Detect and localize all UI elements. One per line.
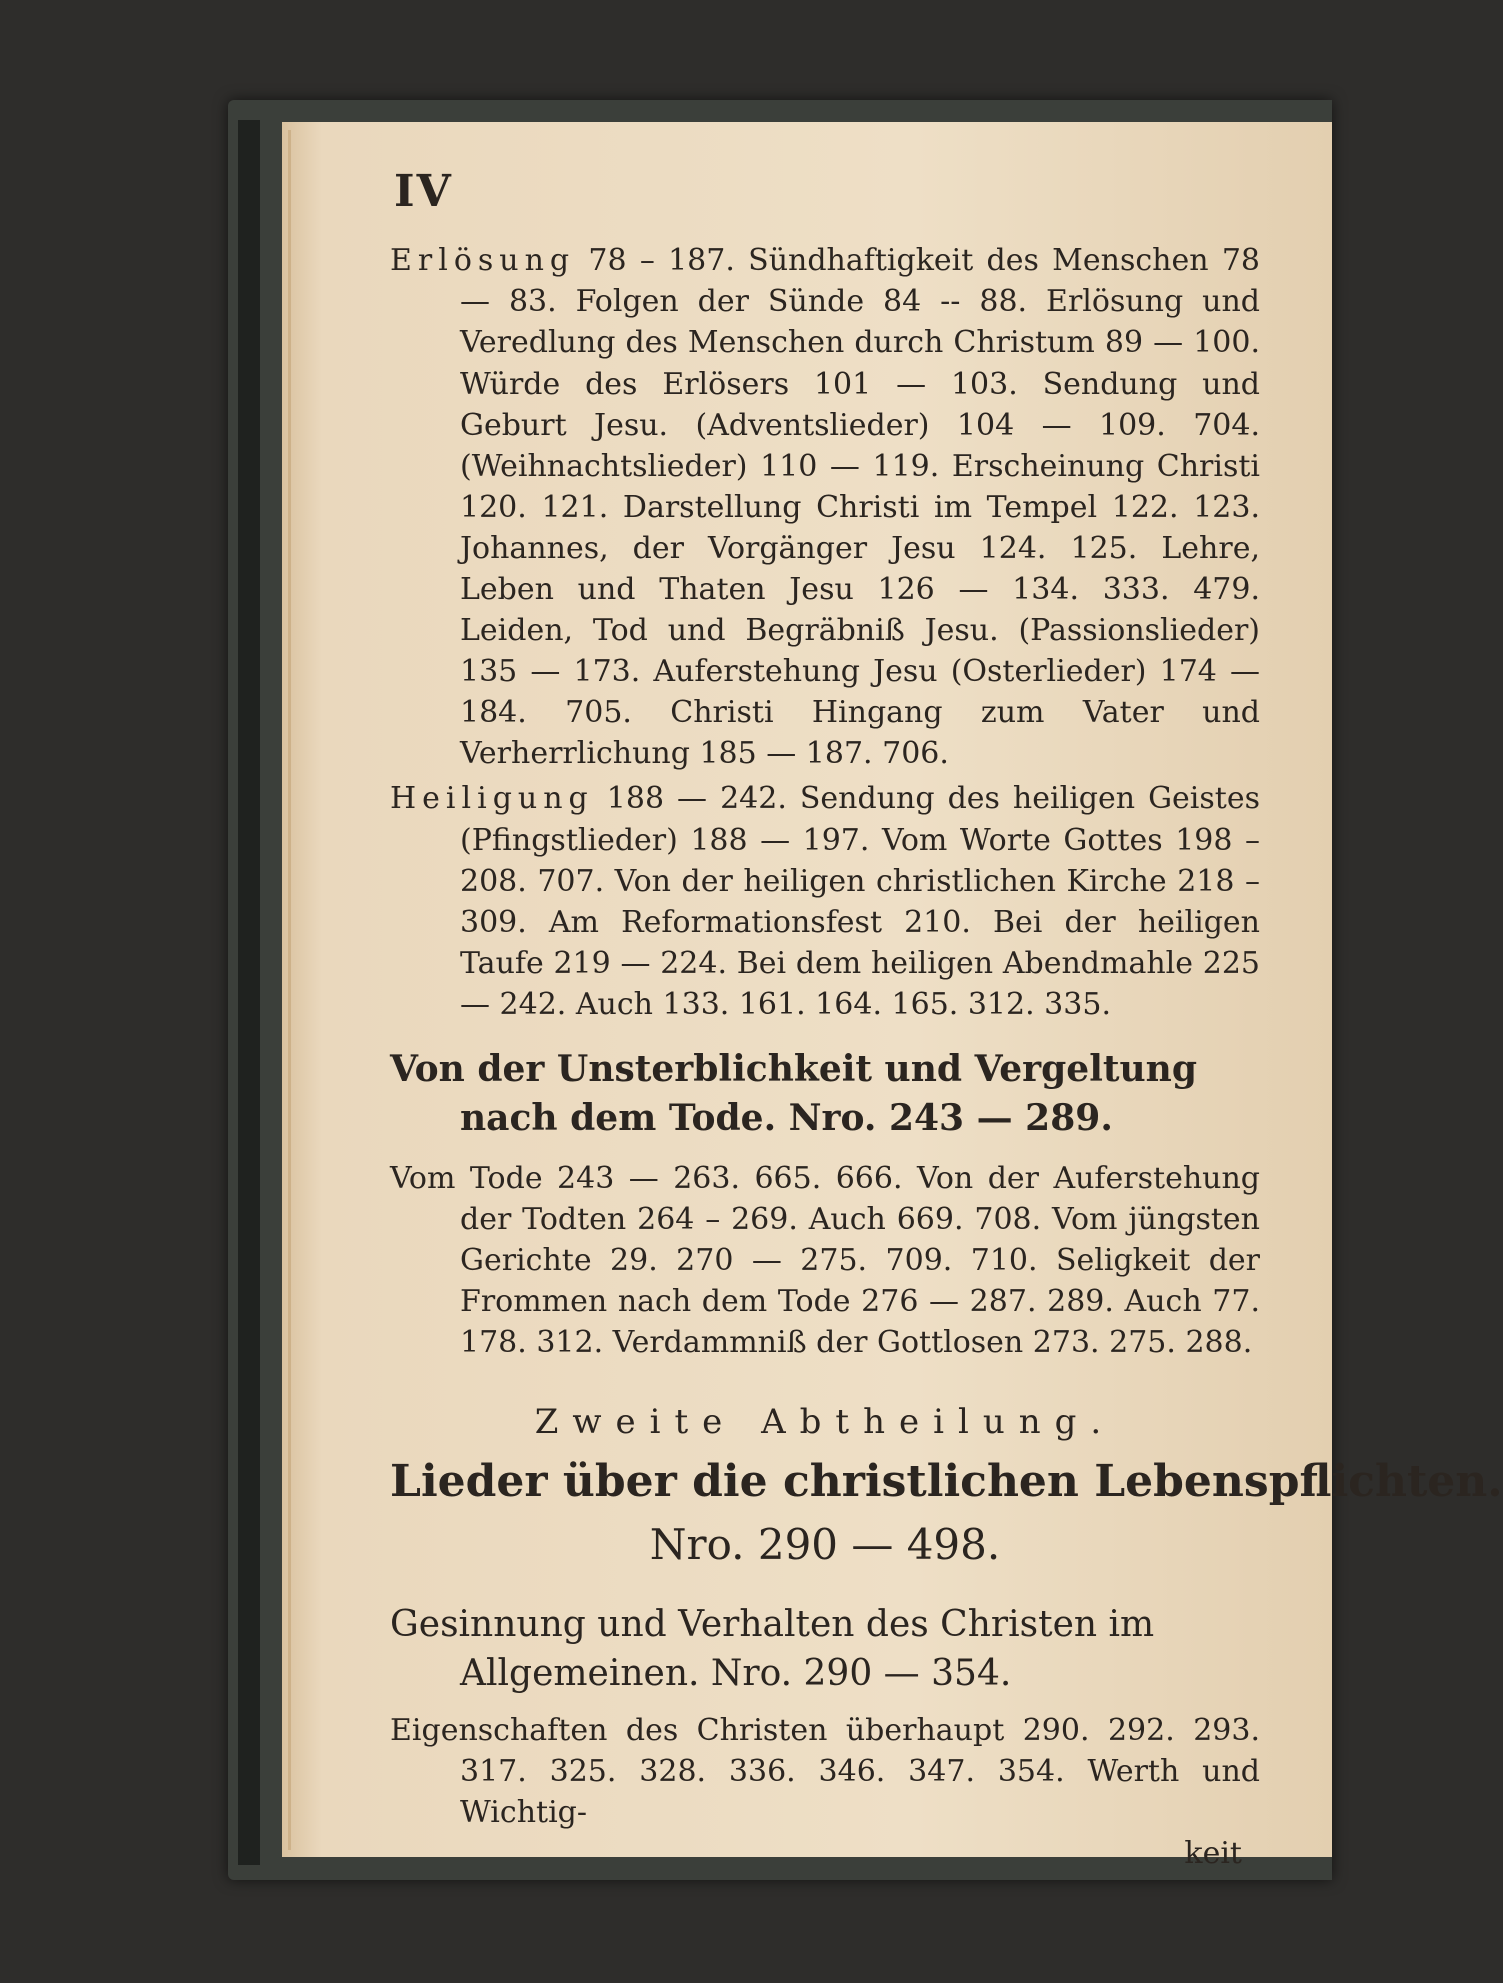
page-edge [288,130,291,1850]
book-spine [238,120,260,1865]
entry-text: 78 – 187. Sündhaftigkeit des Menschen 78 — 83. Folgen der Sünde 84 -- 88. Erlösung und Veredlung des Menschen durch Christum 89 — 100. Würde des Erlösers 101 — 103. Sendung und Geburt Jesu. (Adventslieder) 104 — 109. 704. (Weihnachtslieder) 110 — 119. Erscheinung Christi 120. 121. Darstellung Christi im Tempel 122. 123. Johannes, der Vorgänger Jesu 124. 125. Lehre, Leben und Thaten Jesu 126 — 134. 333. 479. Leiden, Tod und Begräbniß Jesu. (Passionslieder) 135 — 173. Auferstehung Jesu (Osterlieder) 174 — 184. 705. Christi Hingang zum Vater und Verherrlichung 185 — 187. 706. [460,243,1260,772]
entry-erloesung [390,240,1260,774]
entry-heiligung [390,778,1260,1025]
section-title: Von der Unsterblichkeit und Vergeltung nach dem Tode. Nro. 243 — 289. [390,1048,1198,1140]
page-content [390,162,1503,1875]
subsection-entry: Eigenschaften des Christen überhaupt 290. 292. 293. 317. 325. 328. 336. 346. 347. 354. Werth und Wichtig- [390,1713,1260,1831]
division-title: Lieder über die christlichen Lebenspflichten. [390,1455,1503,1507]
entry-text: 188 — 242. Sendung des heiligen Geistes (Pfingstlieder) 188 — 197. Vom Worte Gottes 198 – 208. 707. Von der heiligen christlichen Kirche 218 – 309. Am Reformationsfest 210. Bei der heiligen Taufe 219 — 224. Bei dem heiligen Abendmahle 225 — 242. Auch 133. 161. 164. 165. 312. 335. [460,781,1260,1022]
page-number: IV [394,166,453,217]
entry-keyword: Erlösung [390,243,576,279]
catchword: keit [1184,1836,1242,1872]
subsection-title: Gesinnung und Verhalten des Christen im Allgemeinen. Nro. 290 — 354. [390,1603,1155,1694]
entry-keyword: Heiligung [390,781,594,817]
division-range: Nro. 290 — 498. [649,1519,1001,1569]
section-entry: Vom Tode 243 — 263. 665. 666. Von der Auferstehung der Todten 264 – 269. Auch 669. 708. Vom jüngsten Gerichte 29. 270 — 275. 709. 710. Seligkeit der Frommen nach dem Tode 276 — 287. 289. Auch 77. 178. 312. Verdammniß der Gottlosen 273. 275. 288. [390,1160,1260,1361]
division-label: Zweite Abtheilung. [534,1402,1116,1443]
